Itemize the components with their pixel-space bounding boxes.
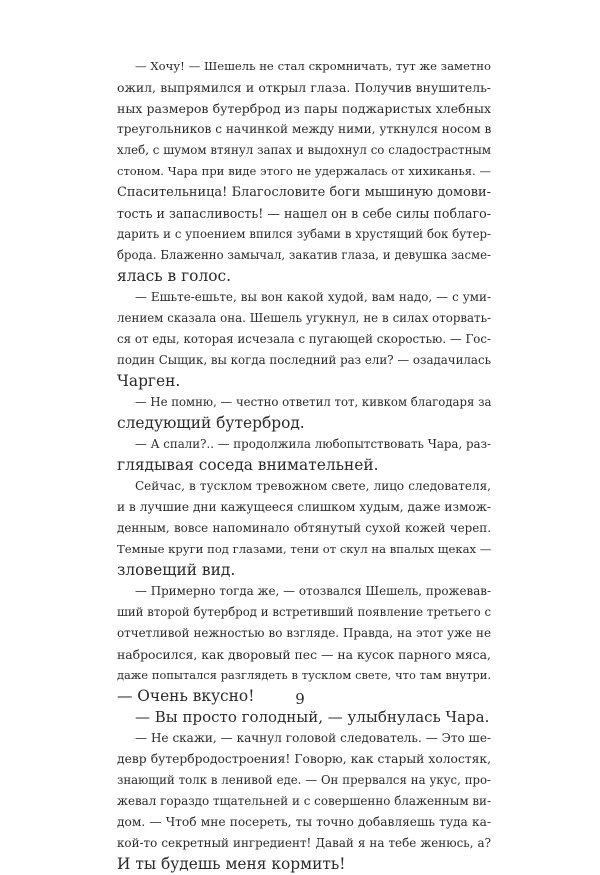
text-line: девр бутербродостроения! Говорю, как старый холостяк, <box>117 752 491 766</box>
text-line: жевал гораздо тщательней и с совершенно блаженным ви- <box>117 794 491 808</box>
text-line: набросился, как дворовый пес — на кусок парного мяса, <box>117 647 491 662</box>
text-line: денным, вовсе напоминало обтянутый сухой кожей череп. <box>117 521 491 535</box>
text-line: следующий бутерброд. <box>117 414 305 432</box>
text-line: ялась в голос. <box>117 267 231 285</box>
text-line: — Примерно тогда же, — отозвался Шешель, прожевав- <box>135 584 491 598</box>
text-line: Чарген. <box>117 372 181 390</box>
text-line: — Хочу! — Шешель не стал скромничать, тут же заметно <box>135 59 491 73</box>
text-line: Темные круги под глазами, тени от скул на впалых щеках — <box>117 542 492 556</box>
text-line: и в лучшие дни кажущееся слишком худым, даже измож- <box>117 500 491 514</box>
text-line: кой-то секретный ингредиент! Давай я на тебе женюсь, а? <box>117 836 491 850</box>
body-text <box>117 56 491 875</box>
text-line: глядывая соседа внимательней. <box>117 456 379 474</box>
text-line: дом. — Чтоб мне посереть, ты точно добавляешь туда ка- <box>117 815 491 829</box>
text-line: — Очень вкусно! <box>117 687 255 705</box>
text-line: брода. Блаженно замычал, закатив глаза, и девушка засме- <box>117 248 491 262</box>
text-line: — Не помню, — честно ответил тот, кивком благодаря за <box>135 395 492 409</box>
text-line: стоном. Чара при виде этого не удержалась от хихиканья. — <box>117 164 491 178</box>
text-line: — Не скажи, — качнул головой следователь. — Это ше- <box>135 731 491 745</box>
text-line: знающий толк в ленивой еде. — Он прервался на укус, про- <box>117 773 491 787</box>
text-line: треугольников с начинкой между ними, уткнулся носом в <box>117 122 492 136</box>
page-number: 9 <box>295 690 305 708</box>
text-line: отчетливой нежностью во взгляде. Правда, на этот уже не <box>117 626 491 640</box>
text-line: Сейчас, в тусклом тревожном свете, лицо следователя, <box>135 479 491 493</box>
text-line: дарить и с упоением впился зубами в хрустящий бок бутер- <box>117 227 491 241</box>
text-line: лением сказала она. Шешель угукнул, не в силах оторвать- <box>117 311 491 325</box>
text-line: тость и запасливость! — нашел он в себе силы поблаго- <box>117 206 491 221</box>
text-line: — Ешьте-ешьте, вы вон какой худой, вам надо, — с уми- <box>135 290 491 304</box>
text-line: даже попытался разглядеть в тусклом свете, что там внутри. <box>117 668 491 682</box>
text-line: ожил, выпрямился и открыл глаза. Получив внушитель- <box>117 80 491 95</box>
text-line: — Вы просто голодный, — улыбнулась Чара. <box>135 708 490 726</box>
text-line: подин Сыщик, вы когда последний раз ели? — озадачилась <box>117 353 491 367</box>
text-line: ных размеров бутерброд из пары поджаристых хлебных <box>117 101 491 116</box>
text-line: — А спали?.. — продолжила любопытствовать Чара, раз- <box>135 437 491 451</box>
text-line: Спасительница! Благословите боги мышиную домови- <box>117 185 491 200</box>
text-line: ся от еды, которая исчезала с пугающей скоростью. — Гос- <box>117 332 491 346</box>
text-line: ший второй бутерброд и встретивший появление третьего с <box>117 605 491 619</box>
text-line: И ты будешь меня кормить! <box>117 855 346 873</box>
text-line: хлеб, с шумом втянул запах и выдохнул со сладострастным <box>117 143 491 157</box>
text-line: зловещий вид. <box>117 561 236 579</box>
